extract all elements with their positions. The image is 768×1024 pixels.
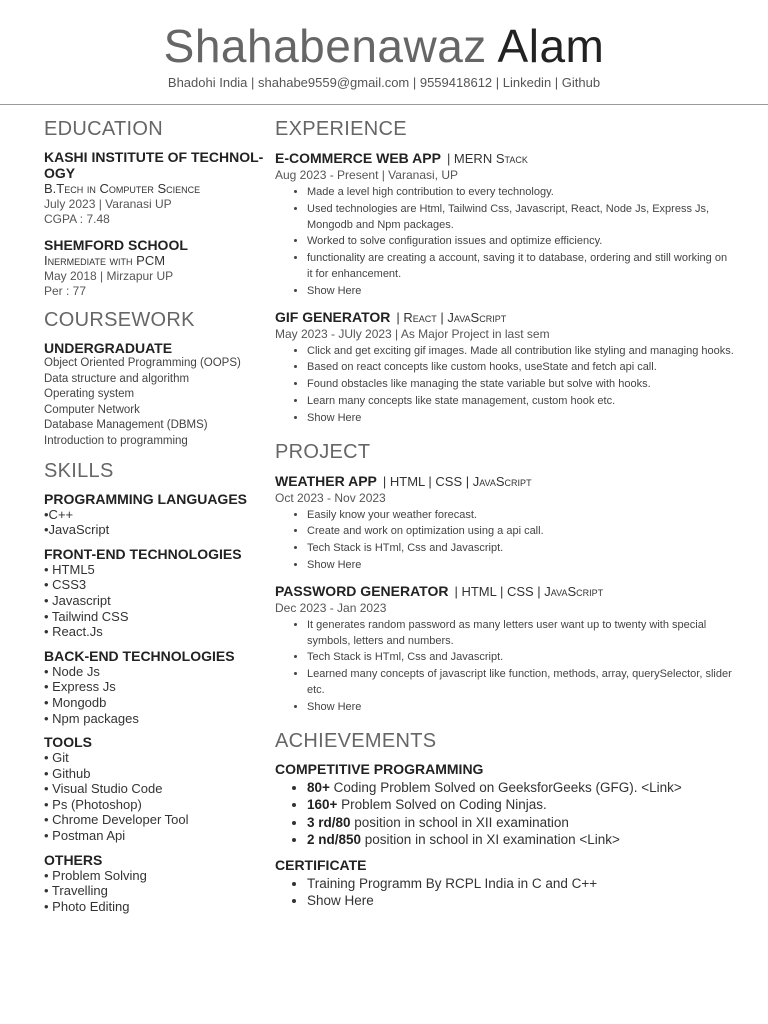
skill-group-heading: FRONT-END TECHNOLOGIES (44, 545, 242, 562)
cp-item (307, 779, 735, 797)
contact-line: Bhadohi India | shahabe9559@gmail.com | 9559418612 | Linkedin | Github (167, 75, 601, 90)
course-item: Data structure and algorithm (44, 372, 190, 385)
skill-item: • CSS3 (44, 577, 87, 593)
skill-list (44, 868, 266, 915)
skill-item: • Ps (Photoshop) (44, 796, 142, 812)
cp-list (275, 779, 735, 849)
project-item (275, 582, 735, 716)
experience-title: EXPERIENCE (275, 118, 407, 140)
job-name: E-COMMERCE WEB APP (275, 150, 441, 166)
course-item: Operating system (44, 388, 135, 401)
cp-item-highlight: 3 rd/80 (307, 814, 351, 830)
project-title: PROJECT (275, 440, 371, 463)
skill-item: • React.Js (44, 624, 103, 640)
cp-item (307, 814, 735, 832)
skill-item: • HTML5 (44, 561, 95, 577)
first-name: Shahabenawaz (163, 20, 487, 72)
job-tech-stack: | MERN Stack (446, 151, 528, 166)
skill-list (44, 562, 266, 640)
course-item: Introduction to programming (44, 434, 188, 447)
cp-item-highlight: 160+ (307, 797, 338, 813)
job-name: GIF GENERATOR (275, 308, 391, 325)
coursework-subtitle: UNDERGRADUATE (44, 340, 173, 356)
education-org: KASHI INSTITUTE OF TECHNOL-OGY (44, 149, 264, 181)
experience-item (275, 308, 735, 427)
project-item (275, 472, 735, 574)
cp-item-text: Coding Problem Solved on GeeksforGeeks (GFG). <Link> (329, 779, 682, 795)
last-name: Alam (497, 20, 605, 72)
job-meta: Aug 2023 - Present | Varanasi, UP (275, 168, 458, 182)
cp-item-text: Problem Solved on Coding Ninjas. (337, 797, 547, 813)
project-name: WEATHER APP (275, 472, 377, 489)
skills-title: SKILLS (44, 459, 114, 482)
right-column (275, 118, 735, 918)
candidate-name (0, 20, 768, 72)
show-here-link[interactable]: • Show Here (307, 284, 735, 300)
bullet-item: • Found obstacles like managing the state variable but solve with hooks. (307, 377, 735, 393)
cp-heading: COMPETITIVE PROGRAMMING (275, 760, 484, 777)
bullet-item: • Create and work on optimization using a api call. (307, 524, 735, 540)
bullet-item: • Tech Stack is HTml, Css and Javascript. (307, 650, 735, 666)
skill-item: • Express Js (44, 679, 116, 695)
skill-item: • Postman Api (44, 828, 126, 844)
project-title-line (275, 472, 735, 491)
project-bullets (275, 508, 735, 574)
skill-item: • Problem Solving (44, 867, 147, 883)
course-item: Database Management (DBMS) (44, 419, 208, 432)
job-title (275, 308, 735, 327)
header-divider (0, 104, 768, 105)
bullet-item: • Worked to solve configuration issues and optimize efficiency. (307, 234, 735, 250)
skill-item: • Npm packages (44, 710, 139, 726)
show-here-link[interactable]: • Show Here (307, 558, 735, 574)
education-date: May 2018 | Mirzapur UP (44, 269, 174, 283)
project-name: PASSWORD GENERATOR (275, 582, 449, 599)
cp-item-highlight: 80+ (307, 779, 330, 795)
education-degree: Inermediate with PCM (44, 253, 166, 268)
bullet-item: • Made a level high contribution to every technology. (307, 185, 735, 201)
project-bullets (275, 618, 735, 716)
skill-group-heading: PROGRAMMING LANGUAGES (44, 490, 247, 507)
skill-item: • Mongodb (44, 694, 107, 710)
course-item: Computer Network (44, 403, 140, 416)
cp-item (307, 831, 735, 849)
certificate-item: • Training Programm By RCPL India in C and C++ (307, 875, 735, 893)
education-score: CGPA : 7.48 (44, 212, 110, 226)
bullet-item: • It generates random password as many letters user want up to twenty with special symbols, letters and numbers. (307, 618, 735, 650)
job-bullets (275, 344, 735, 427)
course-item: Object Oriented Programming (OOPS) (44, 357, 241, 369)
bullet-item: • Learn many concepts like state management, custom hook etc. (307, 394, 735, 410)
skill-group-heading: TOOLS (44, 734, 92, 751)
bullet-item: • Learned many concepts of javascript like function, methods, array, querySelector, slider etc. (307, 667, 735, 699)
skill-list (44, 664, 266, 726)
job-meta: May 2023 - JUly 2023 | As Major Project in last sem (275, 326, 550, 341)
experience-item (275, 149, 735, 300)
skill-item: •JavaScript (44, 522, 110, 538)
skill-item: • Travelling (44, 883, 108, 899)
education-degree: B.Tech in Computer Science (44, 181, 201, 196)
project-meta: Oct 2023 - Nov 2023 (275, 490, 386, 505)
bullet-item: • Used technologies are Html, Tailwind Css, Javascript, React, Node Js, Express Js, Mongodb and Npm packages. (307, 202, 735, 234)
bullet-item: • Based on react concepts like custom hooks, useState and fetch api call. (307, 360, 735, 376)
job-tech-stack: | React | JavaScript (396, 309, 507, 325)
coursework-title: COURSEWORK (44, 309, 195, 331)
job-bullets (275, 185, 735, 300)
job-title (275, 149, 735, 168)
cp-item-text: position in school in XII examination (350, 814, 569, 830)
show-here-link[interactable]: • Show Here (307, 700, 735, 716)
resume-header (0, 0, 768, 90)
skill-item: • Visual Studio Code (44, 781, 163, 797)
skill-item: • Chrome Developer Tool (44, 812, 189, 828)
skill-item: • Javascript (44, 592, 111, 608)
skill-item: • Tailwind CSS (44, 608, 129, 624)
project-meta: Dec 2023 - Jan 2023 (275, 600, 387, 615)
certificate-list (275, 875, 735, 910)
education-date: July 2023 | Varanasi UP (44, 197, 172, 211)
project-title-line (275, 582, 735, 601)
education-item (44, 149, 266, 227)
cp-item (307, 796, 735, 814)
skill-item: •C++ (44, 506, 74, 522)
project-tech-stack: | HTML | CSS | JavaScript (382, 473, 532, 489)
certificate-heading: CERTIFICATE (275, 856, 367, 873)
skill-list (44, 750, 266, 844)
bullet-item: • Easily know your weather forecast. (307, 508, 735, 524)
skill-item: • Photo Editing (44, 898, 130, 914)
education-org: SHEMFORD SCHOOL (44, 237, 188, 253)
achievements-title: ACHIEVEMENTS (275, 729, 437, 752)
education-item (44, 237, 266, 299)
show-here-link[interactable]: • Show Here (307, 892, 735, 910)
skill-item: • Github (44, 765, 91, 781)
skill-list (44, 507, 266, 538)
skill-item: • Node Js (44, 663, 100, 679)
education-score: Per : 77 (44, 284, 87, 298)
cp-item-text: position in school in XI examination <Link> (361, 832, 620, 848)
skill-group-heading: OTHERS (44, 851, 103, 868)
bullet-item: • Tech Stack is HTml, Css and Javascript. (307, 541, 735, 557)
bullet-item: • Click and get exciting gif images. Made all contribution like styling and managing hooks. (307, 344, 735, 360)
skill-item: • Git (44, 750, 69, 766)
left-column (44, 118, 266, 914)
education-title: EDUCATION (44, 118, 163, 140)
bullet-item: • functionality are creating a account, saving it to database, ordering and still working on it for enhancement. (307, 251, 735, 283)
coursework-list (44, 356, 266, 450)
show-here-link[interactable]: • Show Here (307, 411, 735, 427)
project-tech-stack: | HTML | CSS | JavaScript (454, 583, 604, 599)
cp-item-highlight: 2 nd/850 (307, 832, 362, 848)
skill-group-heading: BACK-END TECHNOLOGIES (44, 647, 235, 664)
